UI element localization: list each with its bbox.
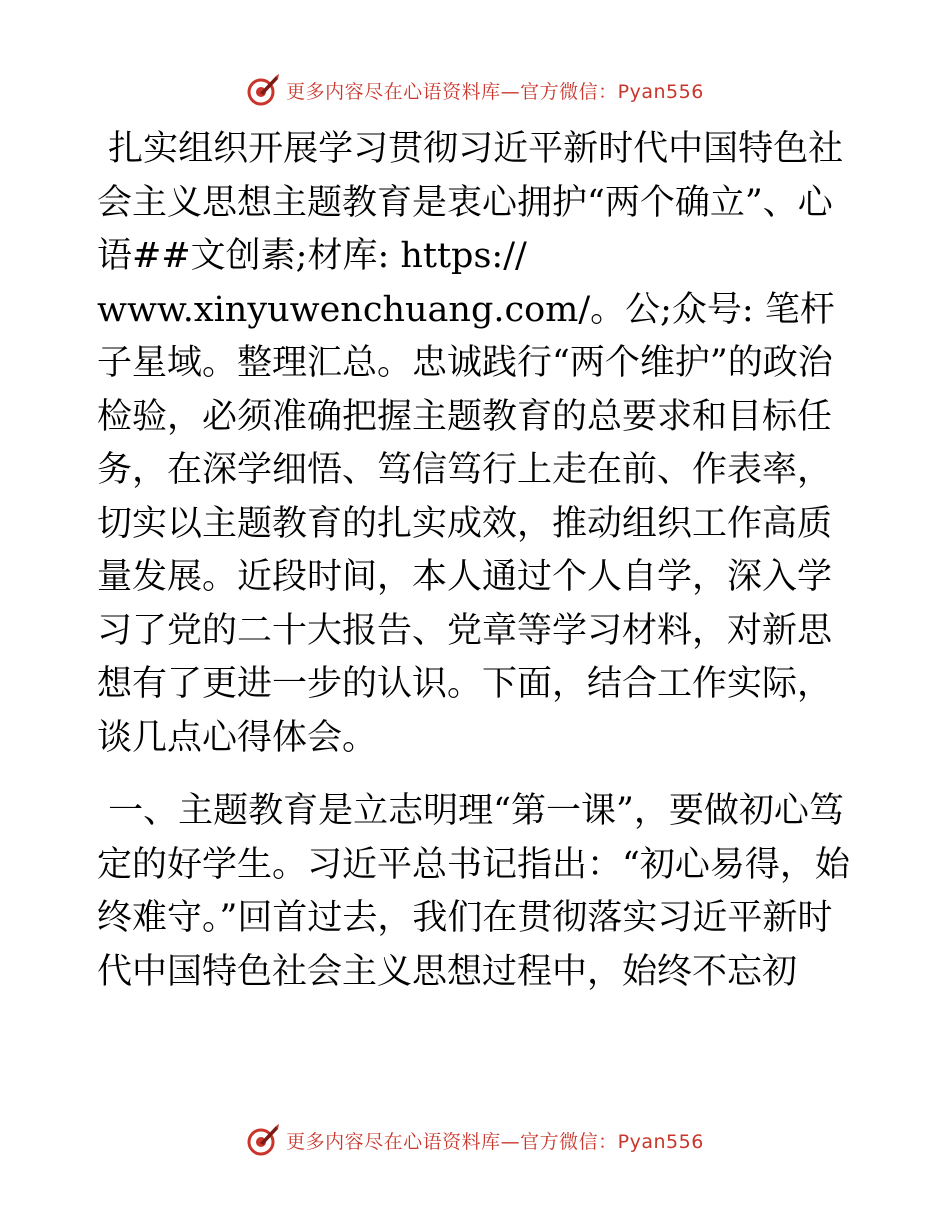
header-banner <box>0 70 950 110</box>
header-banner-text: 更多内容尽在心语资料库—官方微信：Pyan556 <box>286 80 704 103</box>
paragraph-section-one: 一、主题教育是立志明理“第一课”，要做初心笃定的好学生。习近平总书记指出：“初心易得，始终难守。”回首过去，我们在贯彻落实习近平新时代中国特色社会主义思想过程中，始终不忘初 <box>97 791 850 992</box>
paragraph-intro: 扎实组织开展学习贯彻习近平新时代中国特色社会主义思想主题教育是衷心拥护“两个确立”、心语##文创素;材库: https:// www.xinyuwenchuang.com/。公;众号: 笔杆子星域。整理汇总。忠诚践行“两个维护”的政治检验，必须准确把握主题教育的总要求和目标任务，在深学细悟、笃信笃行上走在前、作表率，切实以主题教育的扎实成效，推动组织工作高质量发展。近段时间，本人通过个人自学，深入学习了党的二十大报告、党章等学习材料，对新思想有了更进一步的认识。下面，结合工作实际，谈几点心得体会。 <box>97 129 844 758</box>
footer-banner <box>0 1120 950 1160</box>
quill-pen-logo-icon <box>246 73 280 107</box>
footer-banner-text: 更多内容尽在心语资料库—官方微信：Pyan556 <box>286 1130 704 1153</box>
quill-pen-logo-icon <box>246 1123 280 1157</box>
document-body <box>97 123 857 999</box>
